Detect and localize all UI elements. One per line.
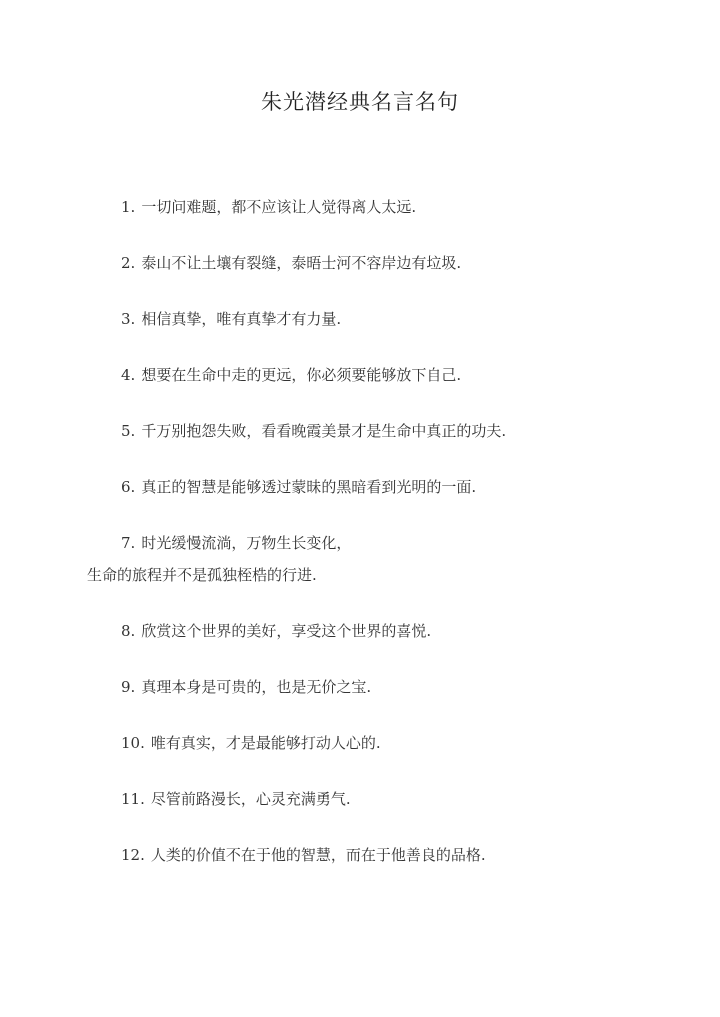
quote-number: 12. xyxy=(121,846,145,864)
quote-number: 10. xyxy=(121,734,145,752)
quote-text: 想要在生命中走的更远，你必须要能够放下自己. xyxy=(141,366,462,384)
quote-item xyxy=(0,195,720,219)
quote-number: 2. xyxy=(121,254,136,272)
quote-number: 1. xyxy=(121,198,136,216)
quote-text: 欣赏这个世界的美好，享受这个世界的喜悦. xyxy=(141,622,432,640)
quote-text: 时光缓慢流淌，万物生长变化， xyxy=(141,534,352,552)
quote-list xyxy=(0,195,720,899)
quote-item xyxy=(0,787,720,811)
quote-text: 人类的价值不在于他的智慧，而在于他善良的品格. xyxy=(150,846,486,864)
quote-text: 真理本身是可贵的，也是无价之宝. xyxy=(141,678,372,696)
quote-text: 尽管前路漫长，心灵充满勇气. xyxy=(150,790,351,808)
quote-item xyxy=(0,731,720,755)
quote-text: 泰山不让土壤有裂缝，泰晤士河不容岸边有垃圾. xyxy=(141,254,462,272)
quote-item xyxy=(0,251,720,275)
quote-number: 4. xyxy=(121,366,136,384)
quote-text: 唯有真实，才是最能够打动人心的. xyxy=(150,734,381,752)
quote-item xyxy=(0,363,720,387)
quote-number: 3. xyxy=(121,310,136,328)
quote-continuation: 生命的旅程并不是孤独桎梏的行进. xyxy=(87,566,317,584)
quote-item xyxy=(0,307,720,331)
quote-number: 7. xyxy=(121,534,136,552)
quote-number: 5. xyxy=(121,422,136,440)
quote-text: 真正的智慧是能够透过蒙昧的黑暗看到光明的一面. xyxy=(141,478,477,496)
quote-item xyxy=(0,675,720,699)
quote-number: 6. xyxy=(121,478,136,496)
quote-text: 一切问难题，都不应该让人觉得离人太远. xyxy=(141,198,417,216)
quote-item xyxy=(0,843,720,867)
page-title: 朱光潜经典名言名句 xyxy=(261,90,459,114)
quote-number: 8. xyxy=(121,622,136,640)
quote-item xyxy=(0,419,720,443)
quote-text: 相信真挚，唯有真挚才有力量. xyxy=(141,310,342,328)
quote-item xyxy=(0,531,720,587)
quote-item xyxy=(0,619,720,643)
quote-number: 9. xyxy=(121,678,136,696)
quote-number: 11. xyxy=(121,790,145,808)
quote-item xyxy=(0,475,720,499)
quote-text: 千万别抱怨失败，看看晚霞美景才是生命中真正的功夫. xyxy=(141,422,507,440)
